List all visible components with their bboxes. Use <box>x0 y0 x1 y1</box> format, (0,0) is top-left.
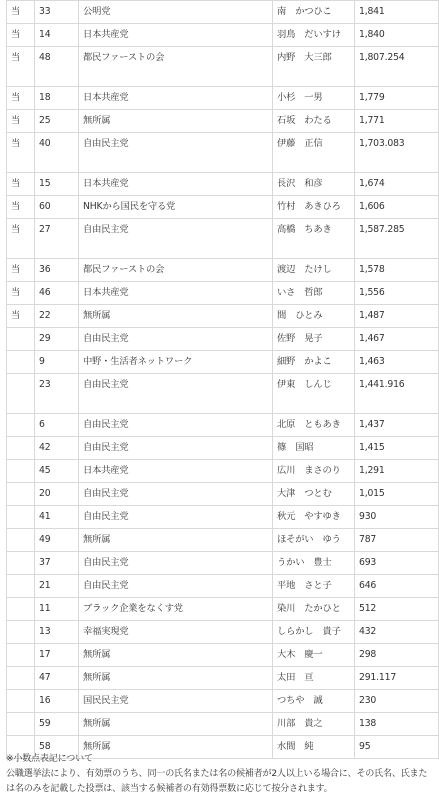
candidate-name: 太田 亘 <box>273 667 355 690</box>
candidate-number: 48 <box>35 47 79 87</box>
table-row <box>7 460 439 483</box>
elected-mark <box>7 437 35 460</box>
party-name: 中野・生活者ネットワーク <box>79 351 273 374</box>
table-row <box>7 1 439 24</box>
vote-count: 1,771 <box>355 110 439 133</box>
candidate-number: 21 <box>35 575 79 598</box>
elected-mark <box>7 644 35 667</box>
table-row <box>7 690 439 713</box>
vote-count: 1,779 <box>355 87 439 110</box>
elected-mark <box>7 328 35 351</box>
party-name: 無所属 <box>79 644 273 667</box>
party-name: 日本共産党 <box>79 87 273 110</box>
table-row <box>7 575 439 598</box>
party-name: 無所属 <box>79 713 273 736</box>
table-row <box>7 667 439 690</box>
elected-mark <box>7 506 35 529</box>
party-name: 都民ファーストの会 <box>79 47 273 87</box>
table-row <box>7 173 439 196</box>
vote-count: 646 <box>355 575 439 598</box>
candidate-name: いさ 哲郎 <box>273 282 355 305</box>
vote-count: 1,606 <box>355 196 439 219</box>
vote-count: 138 <box>355 713 439 736</box>
elected-mark: 当 <box>7 219 35 259</box>
vote-count: 1,578 <box>355 259 439 282</box>
party-name: 自由民主党 <box>79 483 273 506</box>
candidate-number: 49 <box>35 529 79 552</box>
candidate-name: 秋元 やすゆき <box>273 506 355 529</box>
elected-mark: 当 <box>7 24 35 47</box>
table-row <box>7 328 439 351</box>
party-name: 自由民主党 <box>79 506 273 529</box>
elected-mark <box>7 529 35 552</box>
elected-mark <box>7 552 35 575</box>
party-name: 無所属 <box>79 305 273 328</box>
party-name: 都民ファーストの会 <box>79 259 273 282</box>
elected-mark: 当 <box>7 173 35 196</box>
candidate-name: 長沢 和彦 <box>273 173 355 196</box>
candidate-number: 9 <box>35 351 79 374</box>
candidate-name: 小杉 一男 <box>273 87 355 110</box>
party-name: 自由民主党 <box>79 437 273 460</box>
elected-mark <box>7 483 35 506</box>
vote-count: 291.117 <box>355 667 439 690</box>
party-name: 幸福実現党 <box>79 621 273 644</box>
table-row <box>7 219 439 259</box>
table-row <box>7 644 439 667</box>
elected-mark: 当 <box>7 282 35 305</box>
table-row <box>7 713 439 736</box>
candidate-number: 17 <box>35 644 79 667</box>
candidate-number: 23 <box>35 374 79 414</box>
candidate-name: しらかし 貴子 <box>273 621 355 644</box>
elected-mark: 当 <box>7 47 35 87</box>
elected-mark: 当 <box>7 1 35 24</box>
party-name: 日本共産党 <box>79 173 273 196</box>
table-row <box>7 437 439 460</box>
vote-count: 230 <box>355 690 439 713</box>
candidate-number: 60 <box>35 196 79 219</box>
elected-mark <box>7 713 35 736</box>
party-name: 無所属 <box>79 529 273 552</box>
table-row <box>7 483 439 506</box>
candidate-number: 20 <box>35 483 79 506</box>
party-name: 国民民主党 <box>79 690 273 713</box>
vote-count: 1,841 <box>355 1 439 24</box>
candidate-name: 川部 貴之 <box>273 713 355 736</box>
table-row <box>7 374 439 414</box>
party-name: 自由民主党 <box>79 414 273 437</box>
party-name: 日本共産党 <box>79 282 273 305</box>
candidate-name: 佐野 晃子 <box>273 328 355 351</box>
candidate-name: 伊藤 正信 <box>273 133 355 173</box>
candidate-number: 25 <box>35 110 79 133</box>
candidate-name: 平地 さと子 <box>273 575 355 598</box>
candidate-number: 6 <box>35 414 79 437</box>
candidate-name: 南 かつひこ <box>273 1 355 24</box>
table-row <box>7 259 439 282</box>
party-name: 自由民主党 <box>79 374 273 414</box>
party-name: 無所属 <box>79 110 273 133</box>
party-name: 公明党 <box>79 1 273 24</box>
elected-mark <box>7 414 35 437</box>
candidate-name: 渡辺 たけし <box>273 259 355 282</box>
vote-count: 1,674 <box>355 173 439 196</box>
candidate-number: 11 <box>35 598 79 621</box>
table-row <box>7 529 439 552</box>
candidate-name: 染川 たかひと <box>273 598 355 621</box>
vote-count: 1,467 <box>355 328 439 351</box>
vote-count: 1,807.254 <box>355 47 439 87</box>
elected-mark: 当 <box>7 87 35 110</box>
party-name: 自由民主党 <box>79 328 273 351</box>
party-name: 自由民主党 <box>79 575 273 598</box>
candidate-number: 22 <box>35 305 79 328</box>
candidate-name: 高橋 ちあき <box>273 219 355 259</box>
table-row <box>7 133 439 173</box>
candidate-number: 59 <box>35 713 79 736</box>
vote-count: 1,015 <box>355 483 439 506</box>
candidate-name: うかい 豊士 <box>273 552 355 575</box>
vote-count: 1,441.916 <box>355 374 439 414</box>
candidate-number: 37 <box>35 552 79 575</box>
vote-count: 432 <box>355 621 439 644</box>
table-row <box>7 24 439 47</box>
candidate-number: 36 <box>35 259 79 282</box>
table-row <box>7 110 439 133</box>
elected-mark <box>7 575 35 598</box>
table-row <box>7 351 439 374</box>
vote-count: 298 <box>355 644 439 667</box>
candidate-number: 18 <box>35 87 79 110</box>
elected-mark: 当 <box>7 305 35 328</box>
elected-mark <box>7 690 35 713</box>
election-results-table <box>6 0 439 759</box>
table-row <box>7 506 439 529</box>
candidate-name: つちや 誠 <box>273 690 355 713</box>
candidate-name: 大津 つとむ <box>273 483 355 506</box>
elected-mark <box>7 460 35 483</box>
table-row <box>7 196 439 219</box>
vote-count: 1,587.285 <box>355 219 439 259</box>
candidate-name: 広川 まさのり <box>273 460 355 483</box>
candidate-number: 40 <box>35 133 79 173</box>
candidate-number: 46 <box>35 282 79 305</box>
elected-mark <box>7 667 35 690</box>
elected-mark: 当 <box>7 196 35 219</box>
vote-count: 512 <box>355 598 439 621</box>
elected-mark: 当 <box>7 259 35 282</box>
candidate-name: 石坂 わたる <box>273 110 355 133</box>
candidate-name: 竹村 あきひろ <box>273 196 355 219</box>
party-name: 自由民主党 <box>79 552 273 575</box>
candidate-number: 15 <box>35 173 79 196</box>
elected-mark: 当 <box>7 133 35 173</box>
vote-count: 693 <box>355 552 439 575</box>
party-name: 日本共産党 <box>79 460 273 483</box>
candidate-number: 42 <box>35 437 79 460</box>
elected-mark: 当 <box>7 110 35 133</box>
table-row <box>7 414 439 437</box>
candidate-number: 16 <box>35 690 79 713</box>
candidate-name: 羽鳥 だいすけ <box>273 24 355 47</box>
party-name: 日本共産党 <box>79 24 273 47</box>
candidate-name: 伊東 しんじ <box>273 374 355 414</box>
candidate-number: 13 <box>35 621 79 644</box>
elected-mark <box>7 351 35 374</box>
elected-mark <box>7 374 35 414</box>
vote-count: 1,463 <box>355 351 439 374</box>
candidate-name: 間 ひとみ <box>273 305 355 328</box>
candidate-name: 篠 国昭 <box>273 437 355 460</box>
candidate-number: 58 <box>35 736 79 759</box>
elected-mark <box>7 598 35 621</box>
candidate-number: 14 <box>35 24 79 47</box>
table-row <box>7 282 439 305</box>
table-row <box>7 305 439 328</box>
party-name: ブラック企業をなくす党 <box>79 598 273 621</box>
vote-count: 1,437 <box>355 414 439 437</box>
vote-count: 1,703.083 <box>355 133 439 173</box>
vote-count: 1,840 <box>355 24 439 47</box>
table-row <box>7 621 439 644</box>
vote-count: 787 <box>355 529 439 552</box>
decimal-note <box>6 752 436 797</box>
party-name: 自由民主党 <box>79 219 273 259</box>
party-name: 自由民主党 <box>79 133 273 173</box>
vote-count: 1,487 <box>355 305 439 328</box>
table-row <box>7 87 439 110</box>
vote-count: 1,291 <box>355 460 439 483</box>
elected-mark <box>7 621 35 644</box>
results-body <box>7 1 439 759</box>
party-name: NHKから国民を守る党 <box>79 196 273 219</box>
candidate-name: 細野 かよこ <box>273 351 355 374</box>
note-body: 公職選挙法により、有効票のうち、同一の氏名または名の候補者が2人以上いる場合に、その氏名、氏または名のみを記載した投票は、該当する候補者の有効得票数に応じて按分されます。 <box>6 769 428 794</box>
vote-count: 1,556 <box>355 282 439 305</box>
table-row <box>7 598 439 621</box>
candidate-number: 45 <box>35 460 79 483</box>
party-name: 無所属 <box>79 667 273 690</box>
candidate-name: 大木 慶一 <box>273 644 355 667</box>
vote-count: 930 <box>355 506 439 529</box>
table-row <box>7 552 439 575</box>
candidate-number: 29 <box>35 328 79 351</box>
candidate-number: 33 <box>35 1 79 24</box>
candidate-number: 27 <box>35 219 79 259</box>
candidate-number: 47 <box>35 667 79 690</box>
candidate-name: ほそがい ゆう <box>273 529 355 552</box>
table-row <box>7 47 439 87</box>
candidate-name: 水間 純 <box>273 736 355 759</box>
party-name: 無所属 <box>79 736 273 759</box>
vote-count: 95 <box>355 736 439 759</box>
candidate-name: 内野 大三郎 <box>273 47 355 87</box>
candidate-number: 41 <box>35 506 79 529</box>
candidate-name: 北原 ともあき <box>273 414 355 437</box>
vote-count: 1,415 <box>355 437 439 460</box>
note-heading: ※小数点表記について <box>6 754 93 764</box>
